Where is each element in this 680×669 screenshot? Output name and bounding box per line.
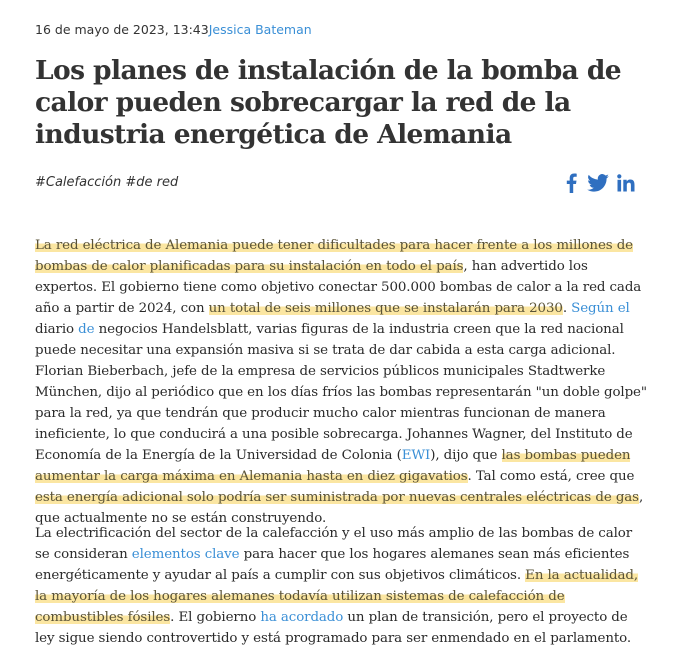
twitter-icon[interactable] — [587, 170, 609, 196]
body-text: ), dijo que — [430, 448, 502, 463]
body-text: . Tal como está, cree que — [467, 469, 635, 484]
body-text: un plan de transición, pero el proyecto de ley sigue siendo controvertido y está programado para ser enmendado en el parlamento. — [35, 610, 632, 646]
body-text: La electrificación del sector de la calefacción y el uso más amplio de las bombas de calor se consideran — [35, 526, 633, 562]
author-link[interactable]: Jessica Bateman — [208, 22, 312, 37]
facebook-icon[interactable] — [566, 170, 577, 196]
linkedin-icon[interactable] — [617, 170, 635, 196]
highlighted-text: En la actualidad, la mayoría de los hogares alemanes todavía utilizan sistemas de calefacción de combustibles fósiles — [35, 568, 639, 625]
body-text: . El gobierno — [170, 610, 261, 625]
article-title: Los planes de instalación de la bomba de calor pueden sobrecargar la red de la industria energética de Alemania — [35, 55, 622, 150]
publish-date: 16 de mayo de 2023, 13:43 — [35, 22, 209, 37]
body-text: diario — [35, 322, 79, 337]
body-text: negocios Handelsblatt, varias figuras de la industria creen que la red nacional puede necesitar una expansión masiva si se trata de dar cabida a esta carga adicional. Florian Bieberbach, jefe de la empresa de servicios públicos municipales Stadtwerke München, dijo al periódico que en los días fríos las bombas representarán "un doble golpe" para la red, ya que tendrán que producir mucho calor mientras funcionan de manera ineficiente, lo que conducirá a una posible sobrecarga. Johannes Wagner, del Instituto de Economía de la Energía de la Universidad de Colonia ( — [35, 322, 647, 463]
article-paragraph-2 — [35, 523, 650, 649]
article-tags[interactable]: #Calefacción #de red — [35, 175, 179, 190]
inline-link[interactable]: de — [78, 322, 95, 337]
highlighted-text: esta energía adicional solo podría ser suministrada por nuevas centrales eléctricas de gas — [35, 490, 639, 505]
body-text: , que actualmente no se están construyendo. — [35, 490, 644, 526]
highlighted-text: un total de seis millones que se instalarán para 2030 — [208, 301, 563, 316]
inline-link[interactable]: elementos clave — [131, 547, 240, 562]
article-paragraph-1 — [35, 235, 650, 529]
body-text: , han advertido los expertos. El gobierno tiene como objetivo conectar 500.000 bombas de calor a la red cada año a partir de 2024, con — [35, 259, 642, 316]
inline-link[interactable]: EWI — [401, 448, 431, 463]
article-meta — [35, 22, 312, 37]
highlighted-text: La red eléctrica de Alemania puede tener dificultades para hacer frente a los millones de bombas de calor planificadas para su instalación en todo el país — [35, 238, 634, 274]
body-text: para hacer que los hogares alemanes sean más eficientes energéticamente y ayudar al país a cumplir con sus objetivos climáticos. — [35, 547, 630, 583]
body-text: . — [562, 301, 572, 316]
highlighted-text: las bombas pueden aumentar la carga máxima en Alemania hasta en diez gigavatios — [35, 448, 631, 484]
inline-link[interactable]: ha acordado — [260, 610, 344, 625]
inline-link[interactable]: Según el — [571, 301, 630, 316]
